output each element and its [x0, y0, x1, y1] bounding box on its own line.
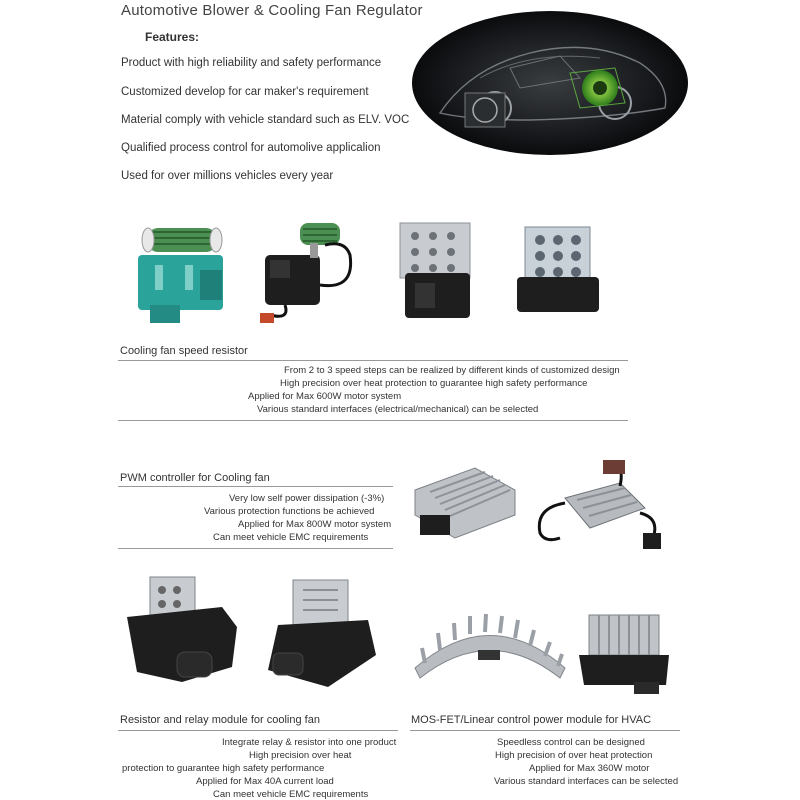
spec-line: Very low self power dissipation (-3%) [229, 493, 385, 504]
section-title-resistor: Cooling fan speed resistor [120, 345, 248, 357]
spec-line: High precision of over heat protection [495, 750, 653, 761]
divider [118, 420, 628, 421]
section-title-mosfet: MOS-FET/Linear control power module for HVAC [411, 714, 652, 726]
feature-item: Customized develop for car maker's requirement [121, 86, 369, 98]
feature-item: Used for over millions vehicles every year [121, 170, 334, 182]
pwm-wired-controller-image [525, 458, 670, 553]
page-title: Automotive Blower & Cooling Fan Regulator [121, 2, 423, 19]
spec-line: Various standard interfaces can be selected [494, 776, 679, 787]
spec-line: Integrate relay & resistor into one product [222, 737, 397, 748]
metal-resistor-image [395, 218, 480, 323]
feature-item: Material comply with vehicle standard such as ELV. VOC [121, 114, 410, 126]
spec-line: High precision over heat protection to guarantee high safety performance [280, 378, 588, 389]
mosfet-block-heatsink-image [574, 610, 674, 698]
section-title-pwm: PWM controller for Cooling fan [120, 472, 270, 484]
divider [118, 548, 393, 549]
teal-resistor-image [130, 210, 230, 325]
feature-item: Product with high reliability and safety performance [121, 57, 382, 69]
spec-line: High precision over heat [249, 750, 352, 761]
spec-line: Can meet vehicle EMC requirements [213, 532, 369, 543]
car-xray-image [410, 8, 690, 158]
spec-line: Applied for Max 600W motor system [248, 391, 402, 402]
section-title-relay: Resistor and relay module for cooling fan [120, 714, 320, 726]
spec-line: Various protection functions be achieved [204, 506, 375, 517]
divider [410, 730, 680, 731]
features-heading: Features: [145, 30, 200, 44]
wired-resistor-image [255, 215, 365, 330]
relay-module-image-1 [122, 572, 240, 694]
spec-line: Applied for Max 40A current load [196, 776, 334, 787]
spec-line: From 2 to 3 speed steps can be realized by different kinds of customized design [284, 365, 620, 376]
pwm-heatsink-image [405, 460, 520, 545]
spec-line: protection to guarantee high safety performance [122, 763, 325, 774]
spec-line: Speedless control can be designed [497, 737, 645, 748]
spec-line: Various standard interfaces (electrical/mechanical) can be selected [257, 404, 539, 415]
spec-line: Applied for Max 800W motor system [238, 519, 392, 530]
relay-module-image-2 [258, 575, 378, 697]
mosfet-arc-heatsink-image [410, 608, 570, 688]
divider [118, 730, 398, 731]
divider [118, 360, 628, 361]
divider [118, 486, 393, 487]
spec-line: Applied for Max 360W motor [529, 763, 650, 774]
feature-item: Qualified process control for automolive applicalion [121, 142, 381, 154]
spec-line: Can meet vehicle EMC requirements [213, 789, 369, 800]
grid-resistor-image [515, 222, 605, 317]
